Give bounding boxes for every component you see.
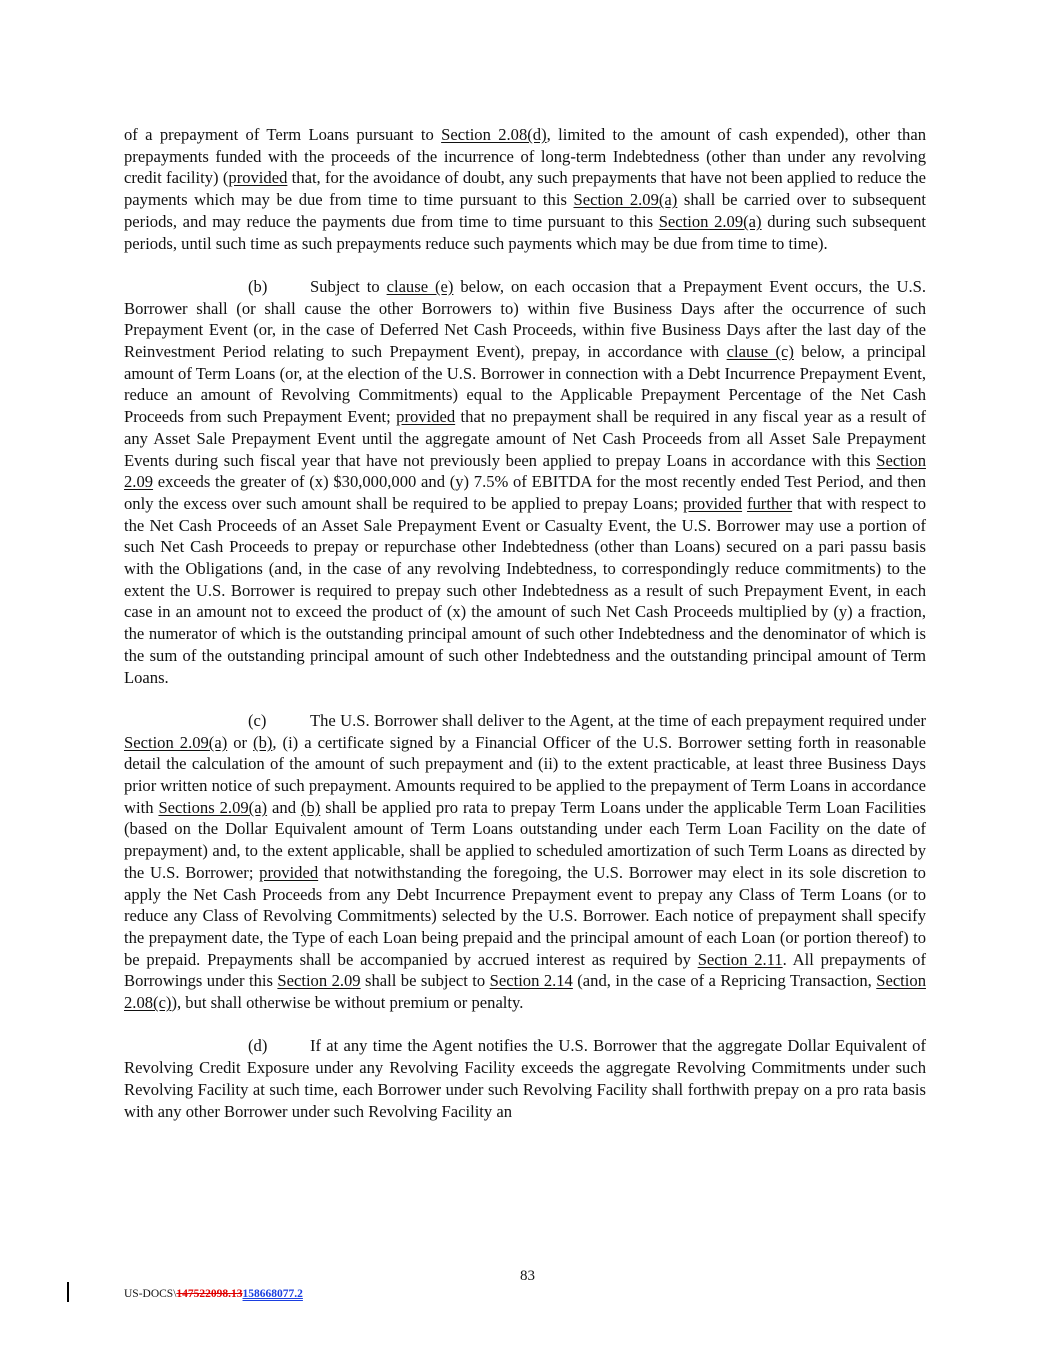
paragraph-c [124,710,926,1014]
text: shall be applied pro rata to prepay Term Loans under the applicable Term Loan Facilities (based on the Dollar Equivalent amount of Term Loans outstanding under each Term Loan Facility on the date of prepayment) and, to the extent applicable, shall be applied to scheduled amortization of such Term Loans as directed by the U.S. Borrower; [124,797,927,882]
deleted-doc-id: 147522098.13 [176,1288,243,1300]
section-reference: Section 2.11 [697,949,783,969]
document-id-footer [124,1288,303,1300]
section-reference: Section 2.09 [124,450,926,492]
defined-term: provided [228,168,288,188]
section-reference: Section 2.14 [489,971,573,991]
defined-term: provided [683,493,743,513]
text: , (i) a certificate signed by a Financial Officer of the U.S. Borrower setting forth in reasonable detail the calculation of the amount of such prepayment and (ii) to the extent practicable, at least three Business Days prior written notice of such prepayment. Amounts required to be applied to the prepayment of Term Loans in accordance with [124,732,926,817]
clause-label: (c) [248,710,267,730]
defined-term: further [746,493,793,513]
text: If at any time the Agent notifies the U.S. Borrower that the aggregate Dollar Equivalent of Revolving Credit Exposure under any Revolving Facility exceeds the aggregate Revolving Commitments under such Revolving Facility at such time, each Borrower under such Revolving Facility shall forthwith prepay on a pro rata basis with any other Borrower under such Revolving Facility an [124,1036,926,1121]
text: exceeds the greater of (x) $30,000,000 and (y) 7.5% of EBITDA for the most recently ended Test Period, and then only the excess over such amount shall be required to be applied to prepay Loans; [124,472,926,513]
clause-reference: (b) [300,797,321,817]
section-reference: Section 2.09 [277,971,361,991]
defined-term: provided [396,407,456,427]
section-reference: Section 2.09(a) [658,211,762,231]
clause-reference: (b) [253,732,273,752]
change-bar [67,1282,69,1302]
clause-reference: clause (e) [386,276,454,296]
section-reference: Section 2.09(a) [573,190,678,210]
text: The U.S. Borrower shall deliver to the Agent, at the time of each prepayment required under [310,710,926,730]
text: or [227,732,254,752]
text: of a prepayment of Term Loans pursuant to [124,125,442,144]
text: shall be subject to [360,971,490,991]
clause-label: (d) [248,1036,268,1056]
text: shall be carried over to subsequent periods, and may reduce the payments due from time to time pursuant to this [124,190,926,231]
text: (and, in the case of a Repricing Transaction, [572,971,877,991]
text: below, a principal amount of Term Loans (or, at the election of the U.S. Borrower in connection with a Debt Incurrence Prepayment Event, reduce an amount of Revolving Commitments) equal to the Applicable Prepayment Percentage of the Net Cash Proceeds from such Prepayment Event; [124,342,926,427]
defined-term: provided [259,862,319,882]
paragraph-b [124,276,926,688]
page-number: 83 [520,1268,535,1284]
inserted-doc-id: 158668077.2 [242,1288,303,1300]
doc-id-prefix: US-DOCS\ [124,1288,177,1300]
text: that, for the avoidance of doubt, any such prepayments that have not been applied to reduce the payments which may be due from time to time pursuant to this [124,168,926,210]
clause-reference: clause (c) [726,342,794,362]
paragraph-d [124,1035,926,1122]
text: during such subsequent periods, until such time as such prepayments reduce such payments which may be due from time to time). [124,211,926,253]
section-reference: Section 2.09(a) [124,732,228,752]
text: that notwithstanding the foregoing, the U.S. Borrower may elect in its sole discretion to apply the Net Cash Proceeds from any Debt Incurrence Prepayment event to prepay any Class of Term Loans (or to reduce any Class of Revolving Commitments) selected by the U.S. Borrower. Each notice of prepayment shall specify the prepayment date, the Type of each Loan being prepaid and the principal amount of each Loan (or portion thereof) to be prepaid. Prepayments shall be accompanied by accrued interest as required by [124,862,926,969]
text: ), but shall otherwise be without premium or penalty. [171,993,524,1013]
text: that with respect to the Net Cash Proceeds of an Asset Sale Prepayment Event or Casualty Event, the U.S. Borrower may use a portion of such Net Cash Proceeds to prepay or repurchase other Indebtedness (other than Loans) secured on a pari passu basis with the Obligations (and, in the case of any revolving Indebtedness, to correspondingly reduce commitments) to the extent the U.S. Borrower is required to prepay such other Indebtedness as a result of such Prepayment Event, in each case in an amount not to exceed the product of (x) the amount of such Net Cash Proceeds multiplied by (y) a fraction, the numerator of which is the outstanding principal amount of such other Indebtedness and the denominator of which is the sum of the outstanding principal amount of such other Indebtedness and the outstanding principal amount of Term Loans. [124,493,926,687]
clause-label: (b) [248,276,268,296]
section-reference: Sections 2.09(a) [158,797,268,817]
paragraph-continuation [124,124,926,254]
text: and [267,797,301,817]
text: . All prepayments of Borrowings under this [124,949,926,991]
text: that no prepayment shall be required in any fiscal year as a result of any Asset Sale Prepayment Event until the aggregate amount of Net Cash Proceeds from all Asset Sale Prepayment Events during such fiscal year that have not previously been applied to prepay Loans in accordance with this [124,407,927,470]
section-reference: Section 2.08(c) [124,971,926,1013]
section-reference: Section 2.08(d) [441,125,547,144]
text: below, on each occasion that a Prepayment Event occurs, the U.S. Borrower shall (or shall cause the other Borrowers to) within five Business Days after the occurrence of such Prepayment Event (or, in the case of Deferred Net Cash Proceeds, within five Business Days after the last day of the Reinvestment Period relating to such Prepayment Event), prepay, in accordance with [124,276,926,362]
text: , limited to the amount of cash expended), other than prepayments funded with the proceeds of the incurrence of long-term Indebtedness (other than under any revolving credit facility) ( [124,125,926,188]
text: Subject to [310,276,387,296]
document-body [124,124,926,1144]
